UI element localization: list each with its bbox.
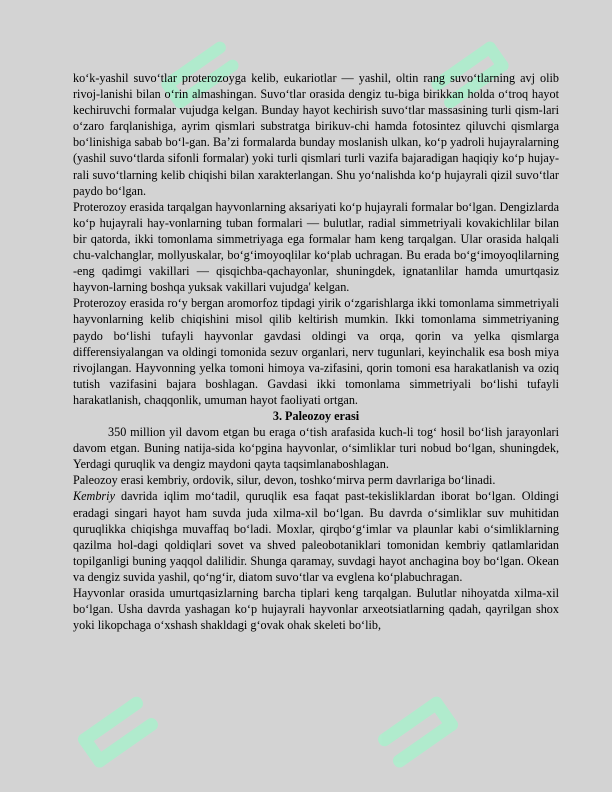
kembriy-term: Kembriy [73,489,115,504]
section-heading: 3. Paleozoy erasi [272,408,360,423]
body-paragraph-kembriy [73,488,559,585]
body-paragraph: Hayvonlar orasida umurtqasizlarning barcha tiplari keng tarqalgan. Bulutlar nihoyatda xilma-xil bo‘lgan. Usha davrda yashagan ko‘p hujayrali hayvonlar arxeotsiatlarning qadah, qayrilgan shox yoki likopchaga o‘xshash shakldagi g‘ovak ohak skeleti bo‘lib, [73,586,559,633]
body-paragraph: Paleozoy erasi kembriy, ordovik, silur, devon, toshko‘mirva perm davrlariga bo‘linadi. [73,473,496,488]
watermark-logo-icon [370,690,470,780]
body-paragraph: Proterozoy erasida ro‘y bergan aromorfoz tipdagi yirik o‘zgarishlarga ikki tomonlama simmetriyali hayvonlarning kelib chiqishini misol qilib keltirish mumkin. Ikki tomonlama simmetriyaning paydo bo‘lishi tufayli hayvonlar gavdasi oldingi va orqa, qorin va yelka qismlarga differensiyalangan va oldingi tomonida sezuv organlari, nerv tugunlari, keyinchalik esa bosh miya rivojlangan. Hayvonning yelka tomoni himoya va-zifasini, qorin tomoni esa harakatlanish va oziq tutish vazifasini bajara boshlagan. Gavdasi ikki tomonlama simmetriyali bo‘lishi tufayli harakatlanish, chaqqonlik, umuman hayot faoliyati ortgan. [73,296,559,407]
body-paragraph: ko‘k-yashil suvo‘tlar proterozoyga kelib, eukariotlar — yashil, oltin rang suvo‘tlarning avj olib rivoj-lanishi bilan o‘rin almashingan. Suvo‘tlar orasida dengiz tu-biga birikkan holda o‘troq hayot kechiruvchi formalar vujudga kelgan. Bunday hayot kechirish suvo‘tlar massasining turli qism-lari o‘zaro farqlanishiga, ayrim qismlari substratga birikuv-chi hamda fotosintez qiluvchi qismlarga bo‘linishiga sabab bo‘l-gan. Ba’zi formalarda bunday moslanish ulkan, ko‘p yadroli hujayralarning (yashil suvo‘tlarda sifonli formalar) yoki turli qismlari turli vazifa bajaradigan haqiqiy ko‘p hujay-rali suvo‘tlarning kelib chiqishi bilan xarakterlangan. Shu yo‘nalishda ko‘p hujayrali qizil suvo‘tlar paydo bo‘lgan. [73,71,559,198]
kembriy-text: davrida iqlim mo‘tadil, quruqlik esa faqat past-tekisliklardan iborat bo‘lgan. Oldingi eradagi singari hayot ham suvda juda xilma-xil bo‘lgan. Bu davrda o‘simliklar suv muhitidan quruqlikka chiqishga muvaffaq bo‘ladi. Moxlar, qirqbo‘g‘imlar va plaunlar kabi o‘simliklarning qazilma hol-dagi qoldiqlari sovet va shved paleobotaniklari tomonidan kembriy qatlamlaridan topilganligi buning yaqqol dalilidir. Shunga qaramay, suvdagi hayot anchagina boy bo‘lgan. Okean va dengiz suvida yashil, qo‘ng‘ir, diatom suvo‘tlar va evglena ko‘plabuchragan. [73,489,559,584]
body-paragraph: Proterozoy erasida tarqalgan hayvonlarning aksariyati ko‘p hujayrali formalar bo‘lgan. Dengizlarda ko‘p hujayrali hay-vonlarning tuban formalari — bulutlar, radial simmetriyali kovakichlilar bilan bir qatorda, ikki tomonlama simmetriyaga ega formalar ham keng tarqalgan. Ular orasida halqali chu-valchanglar, mollyuskalar, bo‘g‘imoyoqlilar ko‘plab uchragan. Bu erada bo‘g‘imoyoqlilarning -eng qadimgi vakillari — qisqichba-qachayonlar, shuningdek, ignatanlilar hamda umurtqasiz hayvon-larning boshqa yuksak vakillari vujudga' kelgan. [73,199,559,295]
watermark-logo-icon [70,690,170,780]
body-paragraph: 350 million yil davom etgan bu eraga o‘tish arafasida kuch-li tog‘ hosil bo‘lish jarayonlari davom etgan. Buning natija-sida ko‘pgina hayvonlar, o‘simliklar turi nobud bo‘lgan, shuningdek, Yerdagi quruqlik va dengiz maydoni qayta taqsimlanaboshlagan. [73,425,559,472]
document-body [73,70,559,633]
